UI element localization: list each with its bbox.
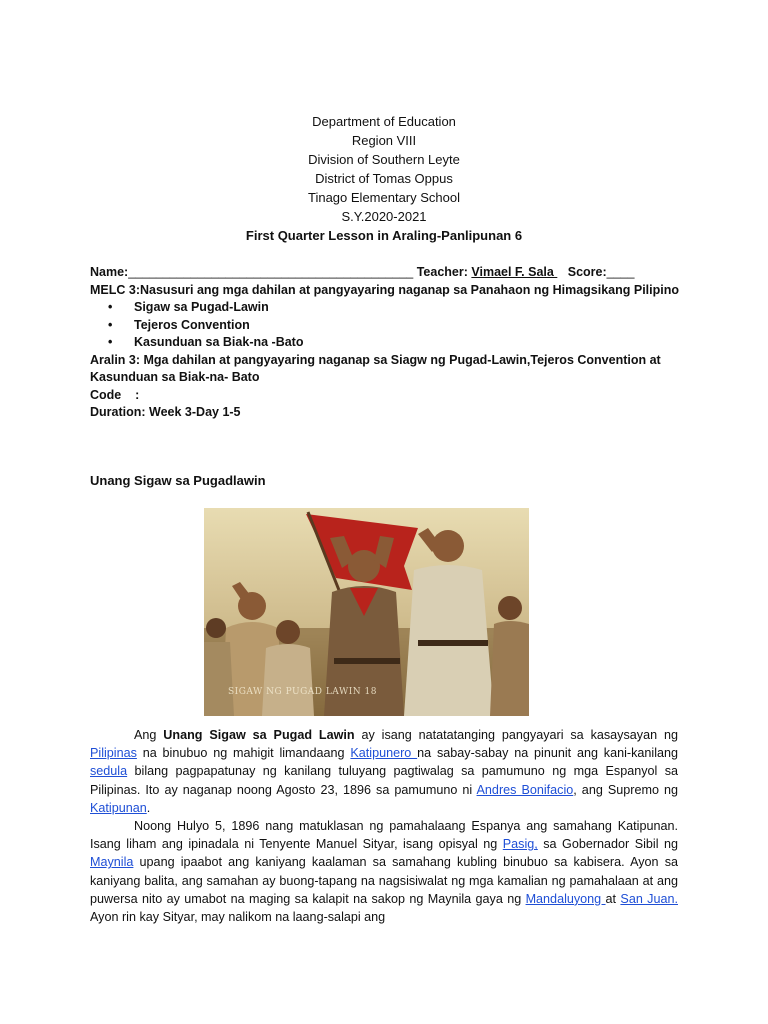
photo-caption: SIGAW NG PUGAD LAWIN 18 <box>228 687 377 697</box>
aralin-line-1: Aralin 3: Mga dahilan at pangyayaring naganap sa Siagw ng Pugad-Lawin,Tejeros Convention at <box>90 352 661 367</box>
link-pilipinas[interactable]: Pilipinas <box>90 746 137 761</box>
name-blank: _________________________________________ <box>128 265 414 279</box>
text: upang ipaabot ang kaniyang kaalaman sa samahang kubling binubuo sa kabisera. Ayon sa kaniyang balita, ang samahan ay buong-tapang na nagsisiwalat ng mga kamalian ng pamahalaan at ang puwersa nito ay umabot na maging sa kalapit na sakop ng Maynila gaya ng <box>90 855 678 906</box>
header-lesson-title: First Quarter Lesson in Araling-Panlipunan 6 <box>245 228 523 243</box>
header-division: Division of Southern Leyte <box>308 152 460 167</box>
name-teacher-score-row <box>90 264 690 282</box>
aralin-line-2: Kasunduan sa Biak-na- Bato <box>90 370 260 384</box>
paragraph-2 <box>90 817 678 926</box>
section-title: Unang Sigaw sa Pugadlawin <box>90 473 266 488</box>
text: sa Gobernador Sibil ng <box>537 837 678 852</box>
lesson-body <box>90 726 678 926</box>
paragraph-1 <box>90 726 678 817</box>
topic-item: • Kasunduan sa Biak-na -Bato <box>134 334 690 352</box>
score-label: Score: <box>557 265 607 279</box>
teacher-value: Vimael F. Sala <box>471 265 558 279</box>
duration-line: Duration: Week 3-Day 1-5 <box>90 405 241 419</box>
header-school: Tinago Elementary School <box>308 190 460 205</box>
text: ay isang natatatanging pangyayari sa kasaysayan ng <box>354 728 678 742</box>
text: Ayon rin kay Sityar, may nalikom na laang-salapi ang <box>90 910 386 925</box>
text: bilang pagpapatunay ng kanilang tuluyang pagtiwalag sa pamumuno ng mga Espanyol sa Pilipinas. Ito ay naganap noong Agosto 23, 1896 sa pamumuno ni <box>90 764 678 797</box>
link-andres-bonifacio[interactable]: Andres Bonifacio <box>476 782 574 797</box>
topic-item: • Sigaw sa Pugad-Lawin <box>134 299 690 317</box>
student-info <box>90 264 690 422</box>
score-blank: ____ <box>606 265 635 279</box>
text: na binubuo ng mahigit limandaang <box>136 746 351 761</box>
header-district: District of Tomas Oppus <box>315 171 453 186</box>
link-sedula[interactable]: sedula <box>90 764 128 779</box>
code-line: Code : <box>90 387 140 402</box>
text: , ang Supremo ng <box>573 782 678 797</box>
link-maynila[interactable]: Maynila <box>90 855 134 870</box>
text: Noong Hulyo 5, 1896 nang matuklasan ng pamahalaang Espanya ang samahang Katipunan. Isang liham ang ipinadala ni Tenyente Manuel Sityar, isang opisyal ng <box>90 819 678 852</box>
link-katipunan[interactable]: Katipunan <box>90 800 147 815</box>
topic-item: • Tejeros Convention <box>134 317 690 335</box>
text: at <box>605 891 621 906</box>
text: Ang <box>134 728 164 742</box>
topic-list <box>90 299 690 352</box>
header-region: Region VIII <box>351 133 417 148</box>
link-san-juan[interactable]: San Juan. <box>620 891 678 906</box>
link-pasig[interactable]: Pasig, <box>502 837 538 852</box>
header-school-year: S.Y.2020-2021 <box>341 209 427 224</box>
text: na sabay-sabay na pinunit ang kani-kanilang <box>417 746 679 761</box>
link-katipunero[interactable]: Katipunero <box>350 746 418 761</box>
bold-term: Unang Sigaw sa Pugad Lawin <box>163 728 355 742</box>
link-mandaluyong[interactable]: Mandaluyong <box>525 891 606 906</box>
header-department: Department of Education <box>312 114 456 129</box>
teacher-label: Teacher: <box>413 265 472 279</box>
melc-statement: MELC 3:Nasusuri ang mga dahilan at pangyayaring naganap sa Panahaon ng Himagsikang Pilipino <box>90 282 680 297</box>
document-header <box>0 112 768 245</box>
text: . <box>146 800 151 815</box>
name-label: Name: <box>90 265 129 279</box>
